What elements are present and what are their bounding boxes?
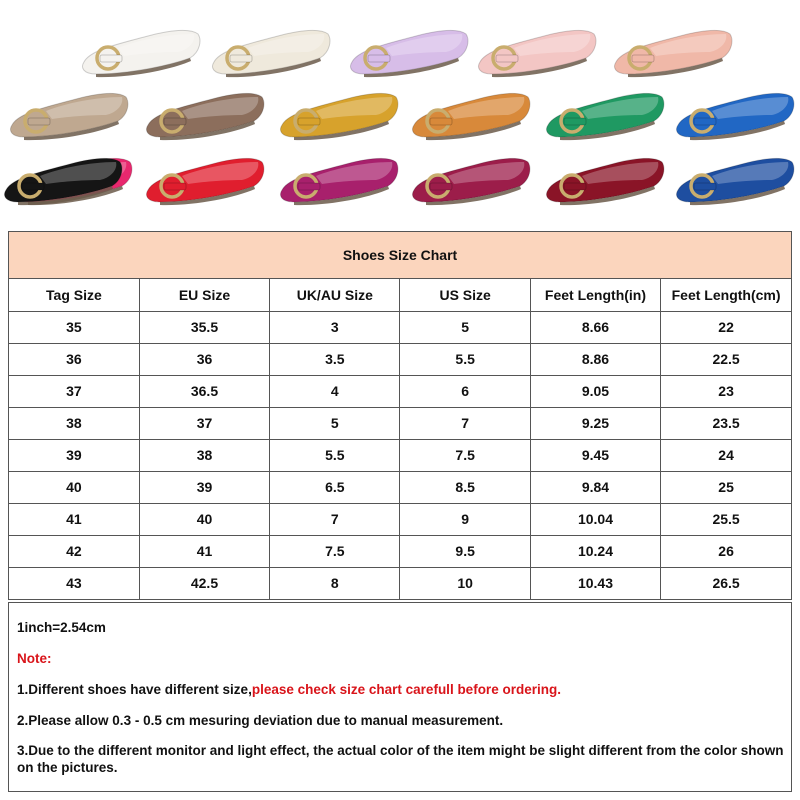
- note-item-3: 3.Due to the different monitor and light effect, the actual color of the item might be slight different from the color shown on the pictures.: [17, 743, 784, 775]
- shoe-swatch: [610, 22, 735, 84]
- table-cell: 26.5: [661, 567, 791, 599]
- shoe-swatch: [408, 150, 533, 212]
- table-cell: 9.84: [530, 471, 660, 503]
- note-item-1-highlight: please check size chart carefull before ordering.: [251, 682, 561, 697]
- table-cell: 5.5: [270, 439, 400, 471]
- shoe-swatch: [542, 150, 667, 212]
- shoe-swatch: [276, 85, 401, 147]
- table-cell: 23: [661, 375, 791, 407]
- table-cell: 22: [661, 311, 791, 343]
- table-header-row: [9, 279, 791, 311]
- size-chart-title: Shoes Size Chart: [9, 232, 791, 279]
- column-header: UK/AU Size: [270, 279, 400, 311]
- table-cell: 7.5: [270, 535, 400, 567]
- table-cell: 5: [400, 311, 530, 343]
- shoe-swatch: [474, 22, 599, 84]
- table-cell: 8: [270, 567, 400, 599]
- note-item-2: 2.Please allow 0.3 - 0.5 cm mesuring deviation due to manual measurement.: [17, 713, 504, 728]
- table-cell: 38: [9, 407, 139, 439]
- table-cell: 8.86: [530, 343, 660, 375]
- shoe-swatch: [208, 22, 333, 84]
- table-row: [9, 503, 791, 535]
- table-cell: 37: [139, 407, 269, 439]
- table-row: [9, 311, 791, 343]
- table-cell: 24: [661, 439, 791, 471]
- table-cell: 40: [139, 503, 269, 535]
- table-row: [9, 439, 791, 471]
- table-cell: 36.5: [139, 375, 269, 407]
- table-cell: 26: [661, 535, 791, 567]
- table-row: [9, 375, 791, 407]
- column-header: Tag Size: [9, 279, 139, 311]
- table-cell: 9.45: [530, 439, 660, 471]
- column-header: Feet Length(cm): [661, 279, 791, 311]
- shoe-swatch: [0, 150, 125, 212]
- table-row: [9, 535, 791, 567]
- table-cell: 36: [9, 343, 139, 375]
- column-header: Feet Length(in): [530, 279, 660, 311]
- column-header: US Size: [400, 279, 530, 311]
- table-cell: 7.5: [400, 439, 530, 471]
- shoe-swatch: [6, 85, 131, 147]
- table-cell: 9: [400, 503, 530, 535]
- note-item-1: [17, 681, 785, 698]
- table-cell: 41: [9, 503, 139, 535]
- table-cell: 10: [400, 567, 530, 599]
- table-cell: 36: [139, 343, 269, 375]
- conversion-note: 1inch=2.54cm: [17, 620, 106, 635]
- notes-box: [8, 602, 792, 792]
- shoe-swatch: [672, 150, 797, 212]
- table-cell: 9.05: [530, 375, 660, 407]
- table-cell: 39: [139, 471, 269, 503]
- table-cell: 22.5: [661, 343, 791, 375]
- table-cell: 6.5: [270, 471, 400, 503]
- table-cell: 40: [9, 471, 139, 503]
- shoe-swatch: [142, 85, 267, 147]
- shoe-color-swatches: [0, 0, 800, 225]
- shoe-swatch: [346, 22, 471, 84]
- table-cell: 9.5: [400, 535, 530, 567]
- table-cell: 5.5: [400, 343, 530, 375]
- table-cell: 8.66: [530, 311, 660, 343]
- table-cell: 43: [9, 567, 139, 599]
- table-cell: 39: [9, 439, 139, 471]
- table-cell: 38: [139, 439, 269, 471]
- shoe-swatch: [142, 150, 267, 212]
- table-cell: 4: [270, 375, 400, 407]
- shoe-swatch: [78, 22, 203, 84]
- table-cell: 41: [139, 535, 269, 567]
- column-header: EU Size: [139, 279, 269, 311]
- note-label: Note:: [17, 651, 52, 666]
- table-row: [9, 471, 791, 503]
- shoe-swatch: [276, 150, 401, 212]
- table-cell: 7: [400, 407, 530, 439]
- table-cell: 5: [270, 407, 400, 439]
- table-cell: 42.5: [139, 567, 269, 599]
- table-cell: 6: [400, 375, 530, 407]
- table-cell: 10.04: [530, 503, 660, 535]
- note-item-1-text: 1.Different shoes have different size,: [17, 682, 252, 697]
- table-cell: 9.25: [530, 407, 660, 439]
- size-chart: [8, 231, 792, 600]
- table-cell: 37: [9, 375, 139, 407]
- table-cell: 23.5: [661, 407, 791, 439]
- table-row: [9, 567, 791, 599]
- table-cell: 25: [661, 471, 791, 503]
- shoe-swatch: [542, 85, 667, 147]
- table-cell: 8.5: [400, 471, 530, 503]
- table-cell: 3.5: [270, 343, 400, 375]
- table-cell: 10.43: [530, 567, 660, 599]
- table-cell: 10.24: [530, 535, 660, 567]
- size-table: [9, 279, 791, 599]
- table-cell: 42: [9, 535, 139, 567]
- table-row: [9, 407, 791, 439]
- table-cell: 35: [9, 311, 139, 343]
- shoe-swatch: [408, 85, 533, 147]
- table-cell: 7: [270, 503, 400, 535]
- table-row: [9, 343, 791, 375]
- table-cell: 35.5: [139, 311, 269, 343]
- shoe-swatch: [672, 85, 797, 147]
- table-cell: 3: [270, 311, 400, 343]
- table-cell: 25.5: [661, 503, 791, 535]
